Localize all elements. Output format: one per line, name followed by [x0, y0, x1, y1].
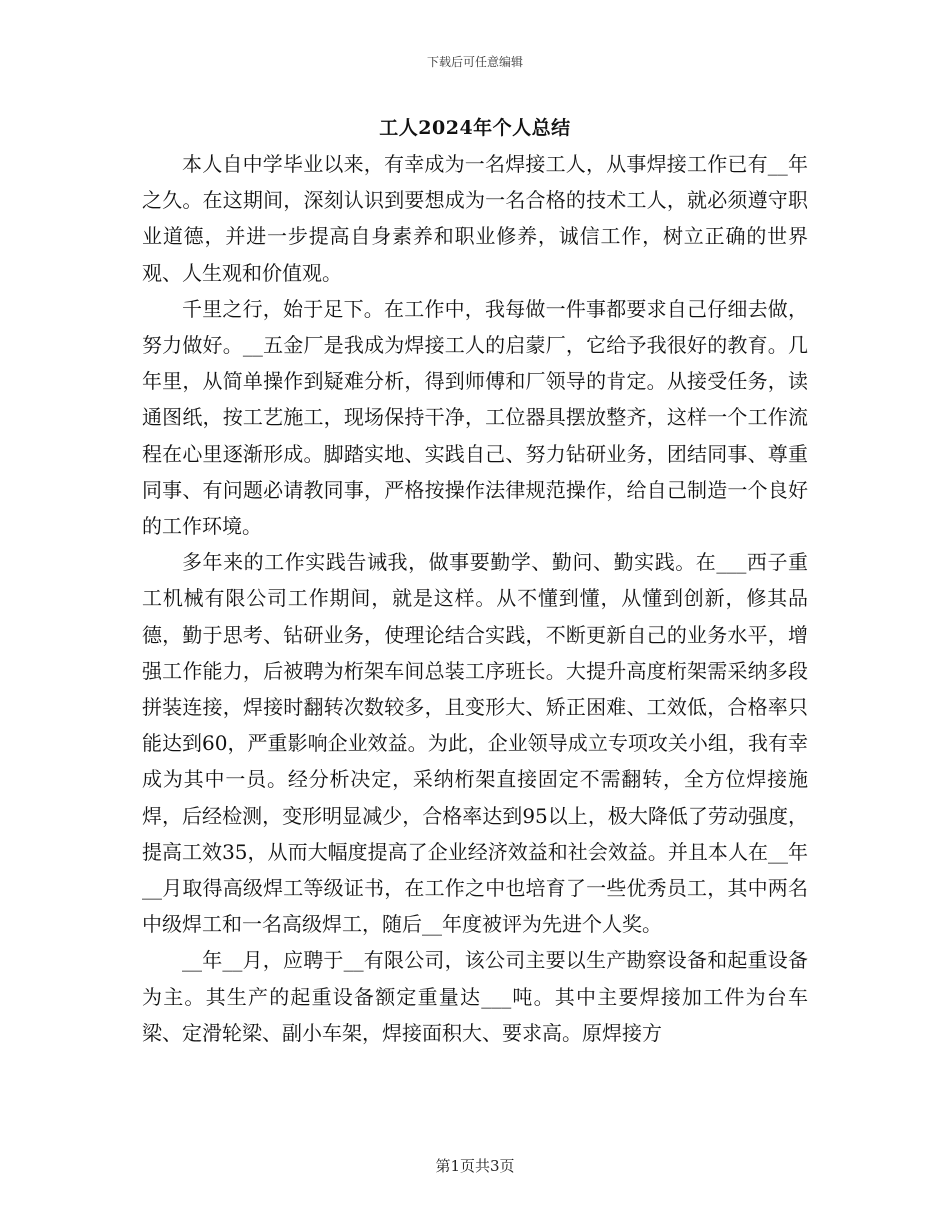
- document-body: [142, 146, 808, 1051]
- paragraph-3: 多年来的工作实践告诫我，做事要勤学、勤问、勤实践。在___西子重工机械有限公司工作期间，就是这样。从不懂到懂，从懂到创新，修其品德，勤于思考、钻研业务，使理论结合实践，不断更新自己的业务水平，增强工作能力，后被聘为桁架车间总装工序班长。大提升高度桁架需采纳多段拼装连接，焊接时翻转次数较多，且变形大、矫正困难、工效低，合格率只能达到60，严重影响企业效益。为此，企业领导成立专项攻关小组，我有幸成为其中一员。经分析决定，采纳桁架直接固定不需翻转，全方位焊接施焊，后经检测，变形明显减少，合格率达到95以上，极大降低了劳动强度，提高工效35，从而大幅度提高了企业经济效益和社会效益。并且本人在__年__月取得高级焊工等级证书，在工作之中也培育了一些优秀员工，其中两名中级焊工和一名高级焊工，随后__年度被评为先进个人奖。: [142, 550, 808, 937]
- page-footer: [0, 1156, 950, 1176]
- paragraph-2: 千里之行，始于足下。在工作中，我每做一件事都要求自己仔细去做，努力做好。__五金厂是我成为焊接工人的启蒙厂，它给予我很好的教育。几年里，从简单操作到疑难分析，得到师傅和厂领导的肯定。从接受任务，读通图纸，按工艺施工，现场保持干净，工位器具摆放整齐，这样一个工作流程在心里逐渐形成。脚踏实地、实践自己、努力钻研业务，团结同事、尊重同事、有问题必请教同事，严格按操作法律规范操作，给自己制造一个良好的工作环境。: [142, 296, 808, 539]
- header-note: 下载后可任意编辑: [426, 55, 523, 69]
- page-number: 第1页共3页: [435, 1157, 515, 1175]
- page-header: [0, 54, 950, 70]
- paragraph-1: 本人自中学毕业以来，有幸成为一名焊接工人，从事焊接工作已有__年之久。在这期间，深刻认识到要想成为一名合格的技术工人，就必须遵守职业道德，并进一步提高自身素养和职业修养，诚信工作，树立正确的世界观、人生观和价值观。: [142, 152, 808, 285]
- document-title: 工人2024年个人总结: [379, 117, 571, 139]
- paragraph-4: __年__月，应聘于__有限公司，该公司主要以生产勘察设备和起重设备为主。其生产的起重设备额定重量达___吨。其中主要焊接加工件为台车梁、定滑轮梁、副小车架，焊接面积大、要求高。原焊接方: [142, 948, 808, 1045]
